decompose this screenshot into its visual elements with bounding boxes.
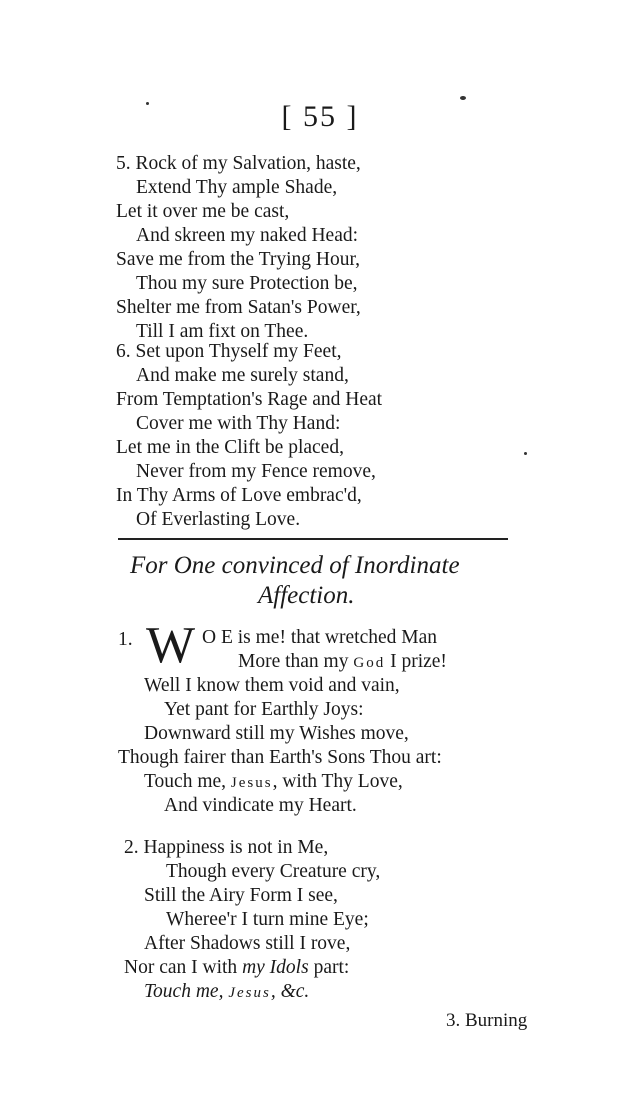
verse-6-line-8: Of Everlasting Love. [136,509,301,530]
verse-6-line-3: From Temptation's Rage and Heat [116,389,383,410]
verse-2-line-3: Still the Airy Form I see, [144,885,338,906]
verse-number: 5. [116,153,131,174]
verse-number: 6. [116,341,131,362]
verse-6-line-6: Never from my Fence remove, [136,461,376,482]
verse-2-line-2: Though every Creature cry, [166,861,381,882]
verse-1-line-8: And vindicate my Heart. [164,795,357,816]
verse-2-line-1: 2. Happiness is not in Me, [124,837,329,858]
verse-number: 2. [124,837,139,858]
verse-1-line-6: Though fairer than Earth's Sons Thou art: [118,747,442,768]
verse-6-line-7: In Thy Arms of Love embrac'd, [116,485,362,506]
verse-5-line-4: And skreen my naked Head: [136,225,359,246]
verse-1-line-2: More than my God I prize! [238,651,447,672]
verse-6-line-4: Cover me with Thy Hand: [136,413,341,434]
verse-2-line-5: After Shadows still I rove, [144,933,351,954]
verse-5-line-6: Thou my sure Protection be, [136,273,358,294]
verse-1-line-1: O E is me! that wretched Man [202,627,438,648]
verse-2-line-6: Nor can I with my Idols part: [124,957,350,978]
verse-6-line-1: 6. Set upon Thyself my Feet, [116,341,342,362]
verse-number: 1. [118,629,133,650]
verse-5-line-5: Save me from the Trying Hour, [116,249,361,270]
verse-5-line-1: 5. Rock of my Salvation, haste, [116,153,361,174]
verse-1-line-4: Yet pant for Earthly Joys: [164,699,364,720]
catchword: 3. Burning [446,1010,528,1031]
verse-6-line-2: And make me surely stand, [136,365,349,386]
hymn-title-line-2: Affection. [258,582,355,609]
verse-6-line-5: Let me in the Clift be placed, [116,437,344,458]
verse-1-line-7: Touch me, Jesus, with Thy Love, [144,771,403,792]
drop-cap: W [146,617,196,674]
page-number: [ 55 ] [281,100,359,133]
verse-2-refrain: Touch me, Jesus, &c. [144,981,310,1002]
divine-name: Jesus [230,775,273,791]
verse-2-line-4: Wheree'r I turn mine Eye; [166,909,369,930]
hymn-title-line-1: For One convinced of Inordinate [130,552,460,579]
ink-speck [524,452,527,455]
divine-name: God [353,655,386,671]
verse-5-line-7: Shelter me from Satan's Power, [116,297,361,318]
verse-1-line-5: Downward still my Wishes move, [144,723,409,744]
section-divider [118,538,508,540]
divine-name: Jesus [228,985,271,1001]
verse-5-line-8: Till I am fixt on Thee. [136,321,309,342]
verse-5-line-2: Extend Thy ample Shade, [136,177,338,198]
verse-5-line-3: Let it over me be cast, [116,201,290,222]
verse-1-line-3: Well I know them void and vain, [144,675,400,696]
